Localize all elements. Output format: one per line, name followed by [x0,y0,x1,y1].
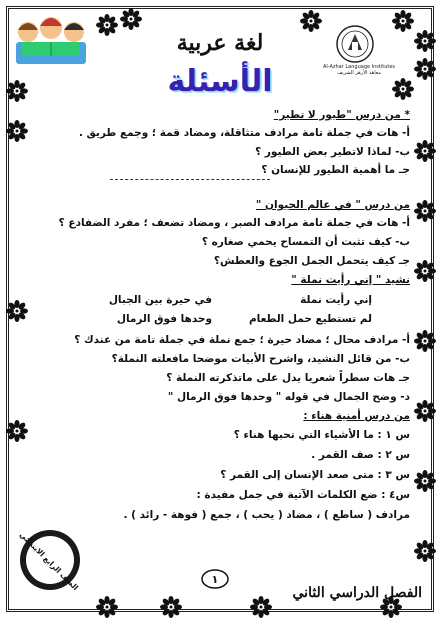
flower-ornament-icon [6,300,28,322]
section1-question-b: ب- لماذا لاتطير بعض الطيور ؟ [255,146,410,158]
section4-heading: من درس أمنية هناء : [303,410,410,422]
flower-ornament-icon [6,420,28,442]
section4-question-3: س ٣ : متى صعد الإنسان إلى القمر ؟ [220,469,410,481]
kids-reading-illustration [14,12,88,66]
flower-ornament-icon [300,10,322,32]
flower-ornament-icon [392,78,414,100]
poem-line-1-left: في حيرة بين الجبال [108,294,212,306]
subject-title: لغة عربية [176,30,264,56]
institute-logo [330,24,380,64]
flower-ornament-icon [414,140,436,162]
worksheet-title: الأسئلة [167,64,273,99]
page-number: ١ [211,573,219,586]
section2-heading: من درس " في عالم الحيوان " [255,199,410,211]
flower-ornament-icon [414,30,436,52]
flower-ornament-icon [414,400,436,422]
flower-ornament-icon [120,8,142,30]
section2-question-b: ب- كيف تثبت أن التمساح يحمي صغاره ؟ [201,236,410,248]
section4-question-1: س ١ : ما الأشياء التي تحبها هناء ؟ [233,429,410,441]
section3-question-b: ب- من قائل النشيد، واشرح الأبيات موضحا مافعلته النملة؟ [111,353,410,365]
flower-ornament-icon [160,596,182,618]
flower-ornament-icon [414,260,436,282]
flower-ornament-icon [250,596,272,618]
flower-ornament-icon [414,330,436,352]
logo-caption: Al-Azhar Language Institutes معاهد الأزهر الشريف [322,64,396,76]
grade-stamp [10,520,90,600]
section4-question-4: س٤ : ضع الكلمات الآتية في جمل مفيدة : [196,489,410,501]
separator [110,179,270,180]
flower-ornament-icon [414,540,436,562]
grade-label: الصف الرابع الابتدائي [17,530,80,593]
section3-question-c: جـ هات سطراً شعريا يدل على ماتذكرته النملة ؟ [166,372,410,384]
section3-heading: نشيد " إني رأيت نملة " [291,274,410,286]
flower-ornament-icon [96,14,118,36]
poem-line-2-right: لم تستطيع حمل الطعام [248,313,372,325]
section4-question-5: مرادف ( ساطع ) ، مضاد ( يحب ) ، جمع ( فوهة - رائد ) . [123,509,410,521]
section3-question-d: د- وضح الجمال في قوله " وحدها فوق الرمال " [167,391,410,403]
flower-ornament-icon [392,10,414,32]
term-label: الفصل الدراسي الثاني [292,585,422,601]
flower-ornament-icon [414,58,436,80]
section2-question-a: أ- هات في جملة تامة مرادف الصبر ، ومضاد تضعف ؛ مفرد الضفادع ؟ [58,217,410,229]
flower-ornament-icon [6,80,28,102]
flower-ornament-icon [414,200,436,222]
section1-question-c: جـ ما أهمية الطيور للإنسان ؟ [261,164,410,176]
page-number-badge [200,568,230,590]
section1-question-a: أ- هات في جملة تامة مرادف متثاقلة، ومضاد قمة ؛ وجمع طريق . [78,127,410,139]
section2-question-c: جـ كيف يتحمل الجمل الجوع والعطش؟ [213,255,410,267]
flower-ornament-icon [414,470,436,492]
poem-line-1-right: إني رأيت نملة [300,294,372,306]
flower-ornament-icon [96,596,118,618]
section4-question-2: س ٢ : صف القمر . [311,449,410,461]
flower-ornament-icon [6,120,28,142]
section1-heading: * من درس "طيور لا تطير" [273,109,410,121]
poem-line-2-left: وحدها فوق الرمال [116,313,212,325]
section3-question-a: أ- مرادف محال ؛ مضاد حيرة ؛ جمع نملة في جملة تامة من عندك ؟ [74,334,410,346]
